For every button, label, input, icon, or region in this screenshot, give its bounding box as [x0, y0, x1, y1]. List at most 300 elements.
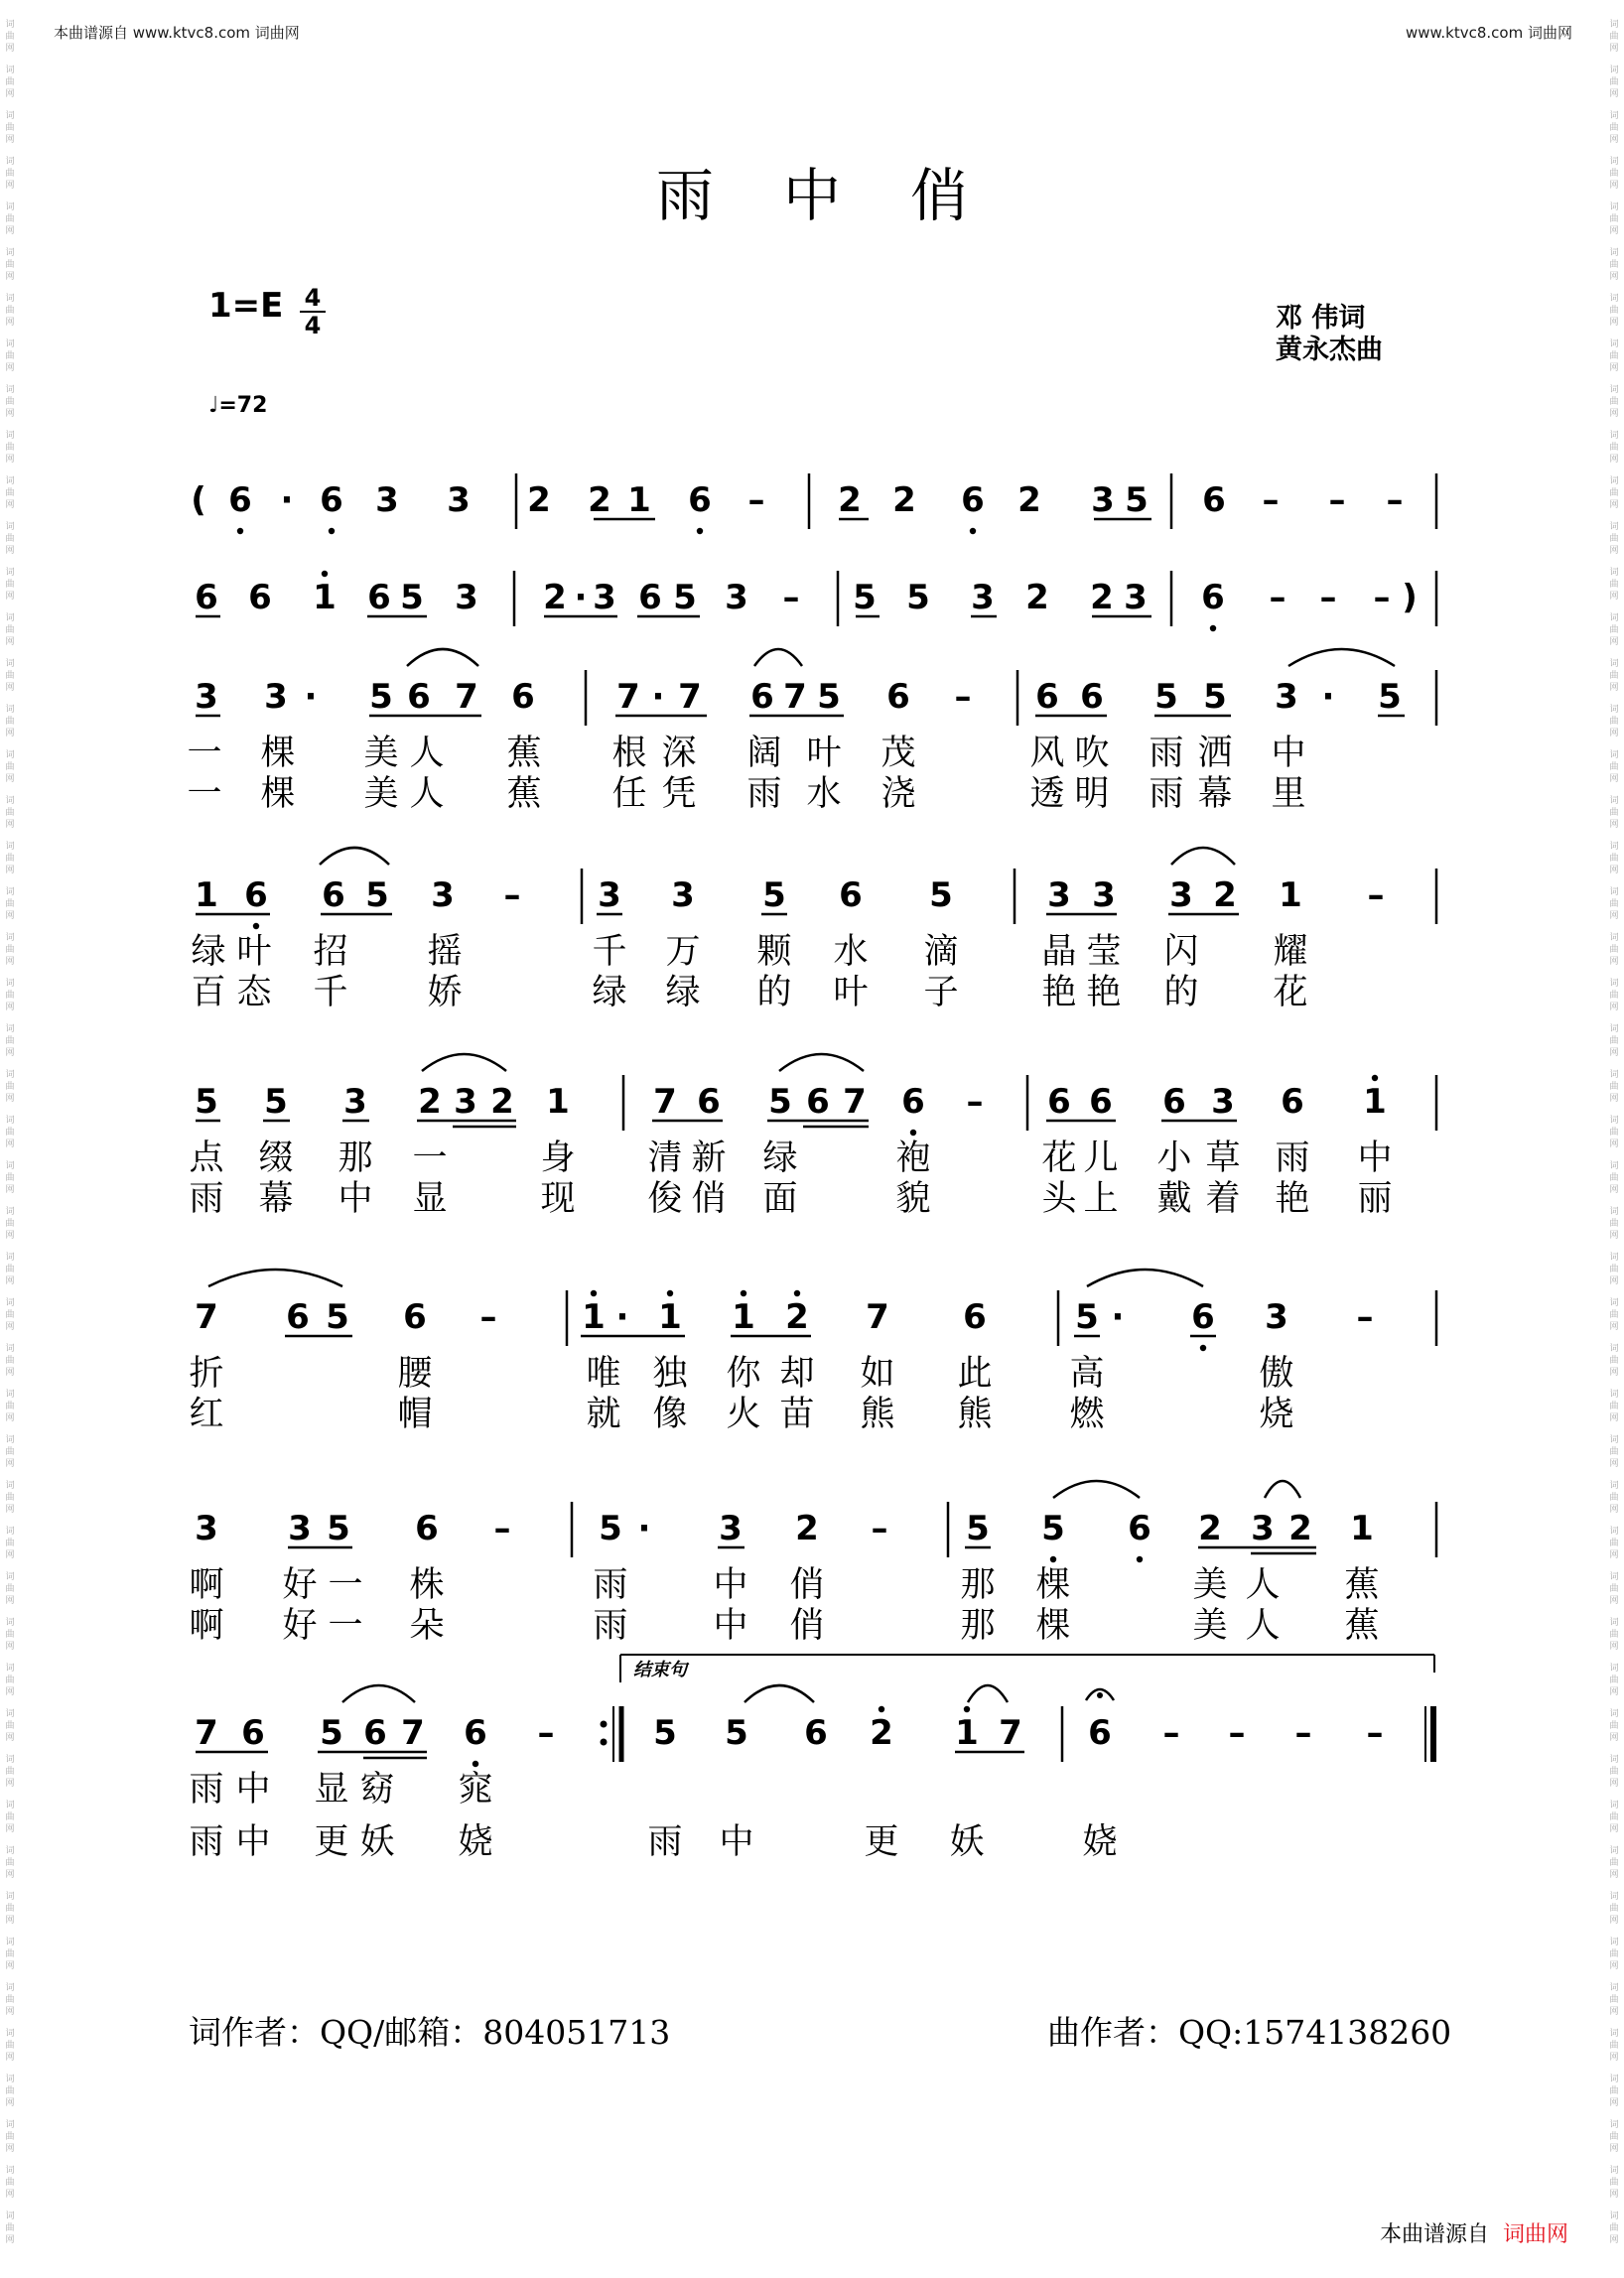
lyric-verse-1: 好 [282, 1565, 318, 1605]
lyric-verse-2: 妖 [949, 1822, 985, 1862]
side-watermark-glyph: 曲 [1609, 1310, 1619, 1320]
side-watermark-glyph: 曲 [1609, 671, 1619, 681]
lyric-verse-2: 熊 [957, 1395, 993, 1434]
note-5: 5 [320, 1713, 343, 1753]
side-watermark-glyph: 网 [5, 226, 15, 236]
lyric-verse-1: 中 [1271, 734, 1306, 773]
note-3: 3 [593, 578, 616, 617]
octave-up-dot [964, 1706, 970, 1712]
side-watermark-glyph: 网 [5, 181, 15, 191]
side-watermark-glyph: 曲 [1609, 1949, 1619, 1959]
lyric-verse-2: 头 [1041, 1179, 1077, 1219]
note-3: 3 [1265, 1297, 1288, 1337]
lyric-verse-2: 绿 [592, 973, 627, 1012]
lyric-verse-2: 浇 [880, 774, 916, 814]
side-watermark-glyph: 曲 [5, 1630, 15, 1640]
lyric-verse-1: 棵 [1035, 1565, 1071, 1605]
lyric-verse-1: 缀 [258, 1139, 294, 1178]
lyric-verse-1: 茂 [880, 734, 916, 773]
side-watermark-glyph: 网 [5, 1642, 15, 1652]
side-watermark-glyph: 网 [1609, 911, 1619, 921]
side-watermark-glyph: 网 [1609, 2144, 1619, 2154]
side-watermark-glyph: 网 [1609, 1779, 1619, 1789]
side-watermark-glyph: 网 [5, 1733, 15, 1743]
side-watermark-glyph: 曲 [5, 1447, 15, 1457]
side-watermark-glyph: 词 [5, 157, 15, 167]
note-dash: – [1356, 1297, 1374, 1337]
side-watermark-glyph: 曲 [5, 1265, 15, 1274]
tie-slur [1171, 848, 1235, 865]
side-watermark-glyph: 曲 [5, 1128, 15, 1138]
lyric-verse-1: 唯 [586, 1354, 621, 1394]
side-watermark-glyph: 词 [5, 1709, 15, 1719]
lyric-verse-2: 水 [806, 774, 842, 814]
side-watermark-glyph: 网 [5, 135, 15, 145]
side-watermark-glyph: 曲 [1609, 260, 1619, 270]
octave-down-dot [970, 528, 976, 534]
side-watermark-glyph: 网 [1609, 774, 1619, 784]
note-3: 3 [1091, 480, 1115, 520]
side-watermark-glyph: 词 [1609, 750, 1619, 760]
side-watermark-glyph: 词 [5, 613, 15, 623]
note-dash: – [493, 1509, 511, 1548]
side-watermark-glyph: 曲 [1609, 2086, 1619, 2096]
note-6: 6 [286, 1297, 310, 1337]
lyric-verse-1: 啊 [189, 1565, 224, 1605]
lyric-verse-2: 中 [338, 1179, 373, 1219]
note-5: 5 [1203, 677, 1227, 717]
note-3: 3 [447, 480, 471, 520]
lyric-verse-1: 根 [611, 734, 647, 773]
side-watermark-glyph: 词 [5, 522, 15, 532]
note-dash: – [1328, 480, 1346, 520]
note-3: 3 [1169, 875, 1193, 915]
lyric-verse-1: 一 [412, 1139, 448, 1178]
side-watermark-glyph: 曲 [1609, 945, 1619, 955]
lyric-verse-1: 万 [665, 932, 701, 972]
side-watermark-glyph: 网 [1609, 363, 1619, 373]
side-watermark-glyph: 曲 [1609, 1356, 1619, 1366]
lyric-verse-2: 凭 [661, 774, 697, 814]
brand-site-name: 词曲网 [1502, 2222, 1568, 2247]
lyric-verse-1: 绿 [191, 932, 226, 972]
side-watermark-glyph: 曲 [1609, 1082, 1619, 1092]
lyric-verse-1: 清 [647, 1139, 683, 1178]
lyric-verse-1: 耀 [1273, 932, 1308, 972]
note-5: 5 [599, 1509, 622, 1548]
note-2: 2 [795, 1509, 819, 1548]
side-watermark-glyph: 曲 [1609, 169, 1619, 179]
lyric-verse-1: 中 [235, 1770, 271, 1809]
lyric-verse-1: 株 [409, 1565, 445, 1605]
note-6: 6 [839, 875, 863, 915]
note-3: 3 [264, 677, 288, 717]
note-3: 3 [725, 578, 748, 617]
side-watermark-glyph: 词 [1609, 1344, 1619, 1354]
side-watermark-glyph: 词 [1609, 1664, 1619, 1674]
note-3: 3 [195, 677, 218, 717]
side-watermark-glyph: 网 [5, 455, 15, 465]
note-dash: – [1262, 480, 1280, 520]
side-watermark-glyph: 曲 [5, 1082, 15, 1092]
composer-credit: 黄永杰曲 [1276, 335, 1383, 365]
lyric-verse-1: 中 [1357, 1139, 1393, 1178]
lyric-verse-1: 莹 [1086, 932, 1122, 972]
side-watermark-glyph: 网 [5, 1322, 15, 1332]
lyric-verse-2: 丽 [1357, 1179, 1393, 1219]
lyric-verse-2: 烧 [1259, 1395, 1294, 1434]
side-watermark-glyph: 曲 [5, 2223, 15, 2233]
note-dash: – [1373, 578, 1391, 617]
lyric-verse-1: 吹 [1074, 734, 1110, 773]
side-watermark-glyph: 网 [1609, 1322, 1619, 1332]
note-3: 3 [343, 1082, 367, 1122]
side-watermark-glyph: 网 [5, 729, 15, 738]
time-signature-top: 4 [304, 284, 322, 312]
note-1: 1 [582, 1297, 606, 1337]
lyric-verse-1: 绿 [762, 1139, 798, 1178]
note-5: 5 [653, 1713, 677, 1753]
side-watermark-glyph: 词 [1609, 1390, 1619, 1400]
note-6: 6 [322, 875, 345, 915]
side-watermark-glyph: 曲 [5, 1173, 15, 1183]
side-watermark-glyph: 词 [5, 2120, 15, 2130]
note-1: 1 [732, 1297, 755, 1337]
side-watermark-glyph: 词 [1609, 979, 1619, 989]
side-watermark-glyph: 曲 [5, 1539, 15, 1548]
page-title: 雨中俏 [655, 162, 1037, 229]
note-6: 6 [901, 1082, 925, 1122]
side-watermark-glyph: 网 [1609, 2098, 1619, 2108]
note-5: 5 [929, 875, 953, 915]
lyric-verse-2: 千 [313, 973, 348, 1012]
lyric-verse-1: 蕉 [506, 734, 542, 773]
side-watermark-glyph: 词 [5, 294, 15, 304]
lyric-verse-2: 花 [1273, 973, 1308, 1012]
note-2: 2 [490, 1082, 514, 1122]
side-watermark-glyph: 词 [5, 1070, 15, 1080]
note-7: 7 [195, 1297, 218, 1337]
composer-contact: 曲作者：QQ:1574138260 [1047, 2013, 1452, 2052]
lyricist-contact: 词作者：QQ/邮箱：804051713 [189, 2013, 671, 2052]
side-watermark-glyph: 词 [5, 1527, 15, 1537]
lyric-verse-2: 苗 [779, 1395, 815, 1434]
side-watermark-glyph: 曲 [1609, 1128, 1619, 1138]
side-watermark-glyph: 曲 [1609, 1858, 1619, 1868]
lyric-verse-1: 此 [957, 1354, 993, 1394]
side-watermark-glyph: 网 [1609, 683, 1619, 693]
note-1: 1 [658, 1297, 682, 1337]
side-watermark-glyph: 网 [1609, 409, 1619, 419]
tie-slur [1265, 1481, 1300, 1498]
lyric-verse-2: 子 [923, 973, 959, 1012]
lyric-verse-1: 窕 [458, 1770, 493, 1809]
note-2: 2 [785, 1297, 809, 1337]
brand-footer [1380, 2217, 1568, 2248]
side-watermark-glyph: 网 [5, 318, 15, 328]
note-6: 6 [1162, 1082, 1186, 1122]
lyric-verse-1: 人 [1245, 1565, 1281, 1605]
note-5: 5 [1041, 1509, 1065, 1548]
lyric-verse-1: 颗 [756, 932, 792, 972]
note-3: 3 [598, 875, 621, 915]
side-watermark-glyph: 曲 [5, 717, 15, 727]
lyric-verse-2: 中 [719, 1822, 754, 1862]
side-watermark-glyph: 词 [1609, 1801, 1619, 1810]
side-watermark-glyph: 网 [5, 44, 15, 54]
side-watermark-glyph: 网 [5, 911, 15, 921]
side-watermark-glyph: 曲 [1609, 854, 1619, 864]
side-watermark-glyph: 词 [1609, 1435, 1619, 1445]
tempo-marking: ♩=72 [208, 393, 268, 418]
side-watermark-glyph: 网 [1609, 135, 1619, 145]
lyric-verse-2: 透 [1029, 774, 1065, 814]
side-watermark-glyph: 曲 [1609, 351, 1619, 361]
side-watermark-glyph: 曲 [5, 397, 15, 407]
side-watermark-glyph: 网 [5, 1779, 15, 1789]
side-watermark-glyph: 词 [1609, 1709, 1619, 1719]
side-watermark-glyph: 词 [1609, 887, 1619, 897]
note-7: 7 [195, 1713, 218, 1753]
side-watermark-glyph: 曲 [5, 580, 15, 590]
repeat-dot [601, 1721, 608, 1728]
side-watermark-glyph: 词 [5, 20, 15, 30]
note-6: 6 [1281, 1082, 1304, 1122]
tie-slur [1087, 1270, 1203, 1286]
side-watermark-glyph: 词 [1609, 202, 1619, 212]
side-watermark-glyph: 曲 [1609, 1995, 1619, 2005]
side-watermark-glyph: 词 [5, 339, 15, 349]
side-watermark-glyph: 曲 [1609, 717, 1619, 727]
side-watermark-glyph: 曲 [5, 1812, 15, 1822]
lyricist-credit: 邓 伟词 [1276, 303, 1366, 334]
lyric-verse-1: 晶 [1041, 932, 1077, 972]
side-watermark-glyph: 网 [5, 1505, 15, 1515]
key-signature: 1=E [208, 286, 284, 326]
side-watermark-glyph: 词 [5, 1116, 15, 1126]
header-source: 本曲谱源自 www.ktvc8.com 词曲网 [54, 24, 300, 42]
side-watermark-glyph: 网 [5, 1550, 15, 1560]
note-6: 6 [511, 677, 535, 717]
lyric-verse-1: 那 [960, 1565, 996, 1605]
side-watermark-glyph: 曲 [5, 443, 15, 453]
tie-slur [779, 1054, 864, 1071]
octave-down-dot [253, 923, 259, 929]
lyric-verse-1: 中 [713, 1565, 748, 1605]
lyric-verse-1: 一 [328, 1565, 363, 1605]
side-watermark-glyph: 曲 [1609, 899, 1619, 909]
octave-up-dot [741, 1290, 746, 1296]
note-dash: – [503, 875, 521, 915]
side-watermark-glyph: 网 [5, 1916, 15, 1926]
side-watermark-glyph: 词 [1609, 2029, 1619, 2039]
side-watermark-glyph: 词 [5, 1892, 15, 1902]
tie-slur [754, 649, 802, 666]
side-watermark-glyph: 网 [5, 774, 15, 784]
note-6: 6 [244, 875, 268, 915]
side-watermark-glyph: 曲 [1609, 625, 1619, 635]
note-dot: · [637, 1509, 651, 1548]
side-watermark-glyph: 词 [1609, 157, 1619, 167]
side-watermark-glyph: 曲 [5, 32, 15, 42]
note-dash: – [782, 578, 800, 617]
octave-up-dot [794, 1290, 800, 1296]
lyric-verse-2: 面 [762, 1179, 798, 1219]
side-watermark-glyph: 词 [5, 1161, 15, 1171]
lyric-verse-2: 任 [611, 774, 647, 814]
side-watermark-glyph: 词 [5, 2075, 15, 2084]
side-watermark-glyph: 曲 [5, 1356, 15, 1366]
side-watermark-glyph: 曲 [5, 534, 15, 544]
lyric-verse-1: 阔 [746, 734, 782, 773]
lyric-verse-2: 美 [363, 774, 399, 814]
note-2: 2 [543, 578, 567, 617]
lyric-verse-2: 雨 [647, 1822, 683, 1862]
side-watermark-glyph: 词 [5, 705, 15, 715]
side-watermark-glyph: 网 [5, 683, 15, 693]
lyric-verse-1: 你 [726, 1354, 761, 1394]
note-dash: – [479, 1297, 497, 1337]
side-watermark-glyph: 词 [5, 659, 15, 669]
note-2: 2 [1025, 578, 1049, 617]
lyric-verse-2: 幕 [258, 1179, 294, 1219]
lyric-verse-2: 像 [652, 1395, 688, 1434]
note-6: 6 [1035, 677, 1059, 717]
side-watermark-glyph: 词 [1609, 1116, 1619, 1126]
note-5: 5 [264, 1082, 288, 1122]
lyric-verse-2: 艳 [1086, 973, 1122, 1012]
side-watermark-glyph: 曲 [5, 1219, 15, 1229]
note-7: 7 [401, 1713, 425, 1753]
note-dot: · [1321, 677, 1335, 717]
side-watermark-glyph: 曲 [5, 991, 15, 1001]
side-watermark-glyph: 词 [5, 1207, 15, 1217]
side-watermark-glyph: 词 [5, 1253, 15, 1263]
side-watermark-glyph: 曲 [5, 1584, 15, 1594]
side-watermark-glyph: 网 [1609, 2235, 1619, 2245]
lyric-verse-2: 的 [756, 973, 792, 1012]
note-3: 3 [1047, 875, 1071, 915]
side-watermark-glyph: 词 [1609, 1983, 1619, 1993]
lyric-verse-1: 摇 [427, 932, 463, 972]
side-watermark-glyph: 网 [5, 1870, 15, 1880]
lyric-verse-2: 俏 [789, 1606, 825, 1646]
side-watermark-glyph: 词 [1609, 568, 1619, 578]
side-watermark-glyph: 词 [1609, 1618, 1619, 1628]
lyric-verse-2: 朵 [409, 1606, 445, 1646]
note-5: 5 [326, 1297, 349, 1337]
note-dash: – [966, 1082, 984, 1122]
lyric-verse-2: 里 [1271, 774, 1306, 814]
note-dot: · [280, 480, 294, 520]
side-watermark-glyph: 网 [1609, 1505, 1619, 1515]
octave-up-dot [1372, 1075, 1378, 1081]
tie-slur [968, 1685, 1008, 1702]
lyric-verse-2: 就 [586, 1395, 621, 1434]
note-5: 5 [768, 1082, 792, 1122]
side-watermark-glyph: 曲 [1609, 306, 1619, 316]
side-watermark-glyph: 曲 [5, 260, 15, 270]
side-watermark-glyph: 词 [5, 1664, 15, 1674]
side-watermark-glyph: 网 [5, 1048, 15, 1058]
note-6: 6 [195, 578, 218, 617]
side-watermark-glyph: 曲 [1609, 1265, 1619, 1274]
note-1: 1 [195, 875, 218, 915]
note-2: 2 [418, 1082, 442, 1122]
octave-down-dot [1137, 1556, 1143, 1562]
side-watermark-glyph: 词 [5, 476, 15, 486]
side-watermark-glyph: 网 [5, 866, 15, 875]
side-watermark-glyph: 网 [5, 272, 15, 282]
side-watermark-glyph: 曲 [5, 2132, 15, 2142]
side-watermark-glyph: 曲 [5, 808, 15, 818]
lyric-verse-1: 洒 [1197, 734, 1233, 773]
lyric-verse-1: 草 [1205, 1139, 1241, 1178]
note-6: 6 [1089, 1082, 1113, 1122]
lyric-verse-2: 艳 [1041, 973, 1077, 1012]
side-watermark-glyph: 词 [5, 111, 15, 121]
lyric-verse-2: 火 [726, 1395, 761, 1434]
side-watermark-glyph: 网 [5, 1596, 15, 1606]
side-watermark-glyph: 曲 [5, 306, 15, 316]
side-watermark-glyph: 曲 [1609, 1402, 1619, 1411]
side-watermark-glyph: 曲 [5, 2086, 15, 2096]
lyric-verse-1: 雨 [593, 1565, 628, 1605]
side-watermark-glyph: 网 [5, 2053, 15, 2063]
lyric-verse-1: 雨 [189, 1770, 224, 1809]
lyric-verse-1: 窈 [359, 1770, 395, 1809]
side-watermark-glyph: 词 [5, 1572, 15, 1582]
lyric-verse-1: 棵 [260, 734, 296, 773]
note-5: 5 [966, 1509, 990, 1548]
note-5: 5 [400, 578, 424, 617]
lyric-verse-2: 那 [960, 1606, 996, 1646]
lyric-verse-2: 人 [1245, 1606, 1281, 1646]
side-watermark-glyph: 词 [1609, 2166, 1619, 2176]
side-watermark-glyph: 曲 [5, 351, 15, 361]
side-watermark-glyph: 网 [5, 820, 15, 830]
note-2: 2 [527, 480, 551, 520]
note-5: 5 [365, 875, 389, 915]
note-3: 3 [1124, 578, 1148, 617]
side-watermark-glyph: 曲 [1609, 2041, 1619, 2051]
note-1: 1 [313, 578, 337, 617]
lyric-verse-1: 儿 [1083, 1139, 1119, 1178]
lyric-verse-1: 俏 [789, 1565, 825, 1605]
note-6: 6 [1191, 1297, 1215, 1337]
lyric-verse-2: 更 [864, 1822, 899, 1862]
lyric-verse-2: 中 [713, 1606, 748, 1646]
side-watermark-glyph: 词 [1609, 705, 1619, 715]
note-6: 6 [750, 677, 774, 717]
lyric-verse-2: 棵 [1035, 1606, 1071, 1646]
lyric-verse-2: 显 [412, 1179, 448, 1219]
note-dot: · [1111, 1297, 1125, 1337]
tie-slur [208, 1270, 342, 1286]
tie-slur [342, 1685, 415, 1702]
note-dash: – [1319, 578, 1337, 617]
note-6: 6 [464, 1713, 487, 1753]
side-watermark-glyph: 词 [5, 1298, 15, 1308]
side-watermark-glyph: 词 [1609, 1207, 1619, 1217]
note-6: 6 [407, 677, 431, 717]
side-watermark-glyph: 词 [1609, 842, 1619, 852]
side-watermark-glyph: 网 [1609, 1094, 1619, 1104]
octave-up-dot [322, 571, 328, 577]
side-watermark-glyph: 网 [5, 1824, 15, 1834]
side-watermark-glyph: 网 [5, 546, 15, 556]
side-watermark-glyph: 词 [1609, 2120, 1619, 2130]
